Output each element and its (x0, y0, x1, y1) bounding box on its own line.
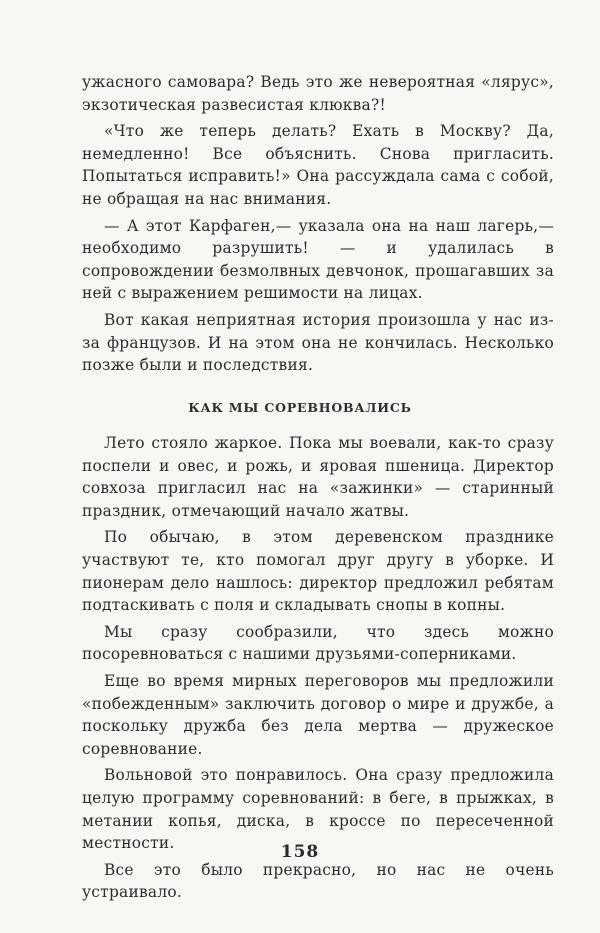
paragraph-last: Все это было прекрасно, но нас не очень устраивало. (82, 860, 554, 902)
paragraph-carthage: — А этот Карфаген,— указала она на наш лагерь,— необходимо разрушить! — и удалилась в сопровождении безмолвных девчонок, прошагавших за ней с выражением решимости на лицах. (82, 216, 554, 303)
paragraph-continuation: ужасного самовара? Ведь это же невероятная «лярус», экзотическая развесистая клюква?! (82, 73, 554, 114)
paragraph-program: Вольновой это понравилось. Она сразу предложила целую программу соревнований: в беге, в прыжках, в метании копья, диска, в кроссе по пересеченной местности. (82, 766, 554, 853)
paragraph-consequences: Вот какая неприятная история произошла у нас из-за французов. И на этом она не кончилась. Несколько позже были и последствия. (82, 310, 554, 375)
chapter-text-block (82, 432, 554, 908)
page-number: 158 (280, 842, 320, 862)
paragraph-inner-monologue: «Что же теперь делать? Ехать в Москву? Да, немедленно! Все объяснить. Снова пригласить. Попытаться исправить!» Она рассуждала сама с собой, не обращая на нас внимания. (82, 122, 554, 208)
paragraph-compete-idea: Мы сразу сообразили, что здесь можно посоревноваться с нашими друзьями-соперниками. (82, 622, 554, 664)
paragraph-peace-talks: Еще во время мирных переговоров мы предложили «побежденным» заключить договор о мире и дружбе, а поскольку дружба без дела мертва — дружеское соревнование. (82, 671, 554, 758)
top-text-block (82, 71, 554, 381)
paragraph-custom: По обычаю, в этом деревенском празднике участвуют те, кто помогал друг другу в уборке. И пионерам дело нашлось: директор предложил ребятам подтаскивать с поля и складывать снопы в копны. (82, 528, 554, 615)
paragraph-summer: Лето стояло жаркое. Пока мы воевали, как-то сразу поспели и овес, и рожь, и яровая пшеница. Директор совхоза пригласил нас на «зажинки» — старинный праздник, отмечающий начало жатвы. (82, 434, 554, 520)
chapter-title: КАК МЫ СОРЕВНОВАЛИСЬ (188, 400, 412, 415)
